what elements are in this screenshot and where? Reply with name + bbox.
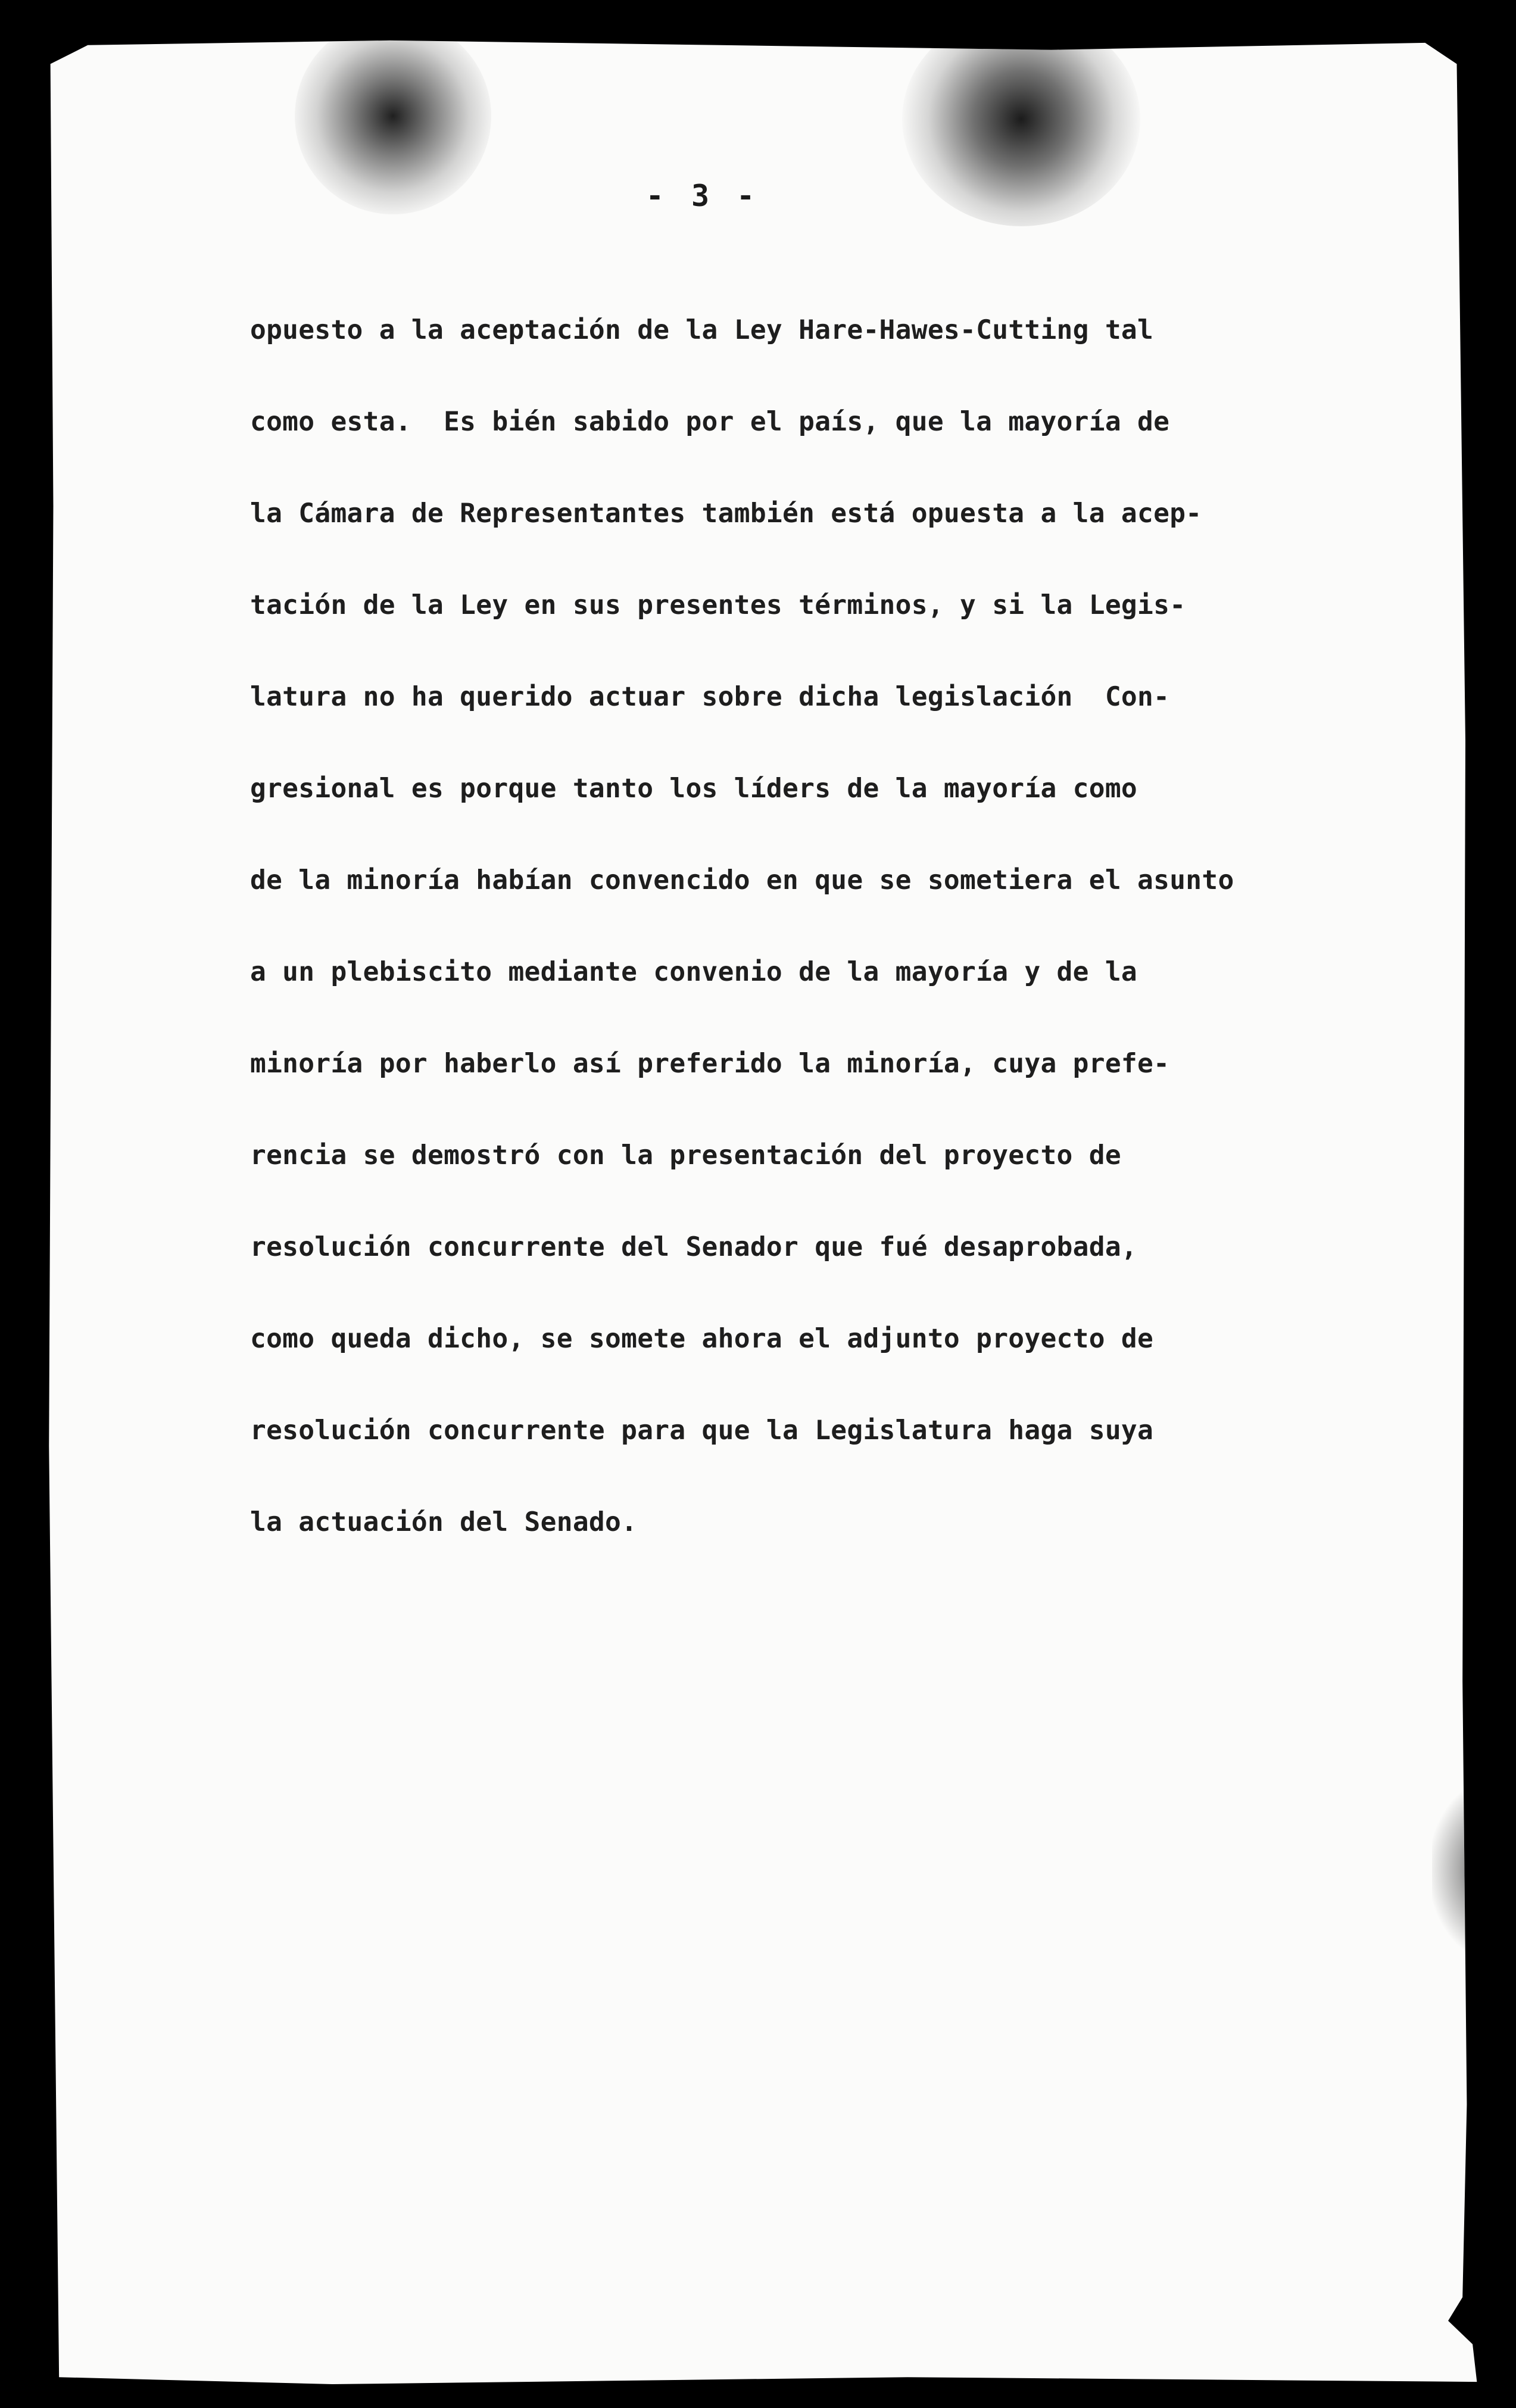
text-line: la actuación del Senado. [250,1507,638,1537]
torn-edge-right [1432,1780,1503,1959]
text-line: rencia se demostró con la presentación del proyecto de [250,1140,1121,1171]
text-line: minoría por haberlo así preferido la minoría, cuya prefe- [250,1049,1170,1079]
text-line: opuesto a la aceptación de la Ley Hare-Hawes-Cutting tal [250,315,1154,345]
text-line: como esta. Es bién sabido por el país, que la mayoría de [250,407,1170,437]
ink-smudge-left [295,18,491,214]
text-line: como queda dicho, se somete ahora el adjunto proyecto de [250,1324,1154,1354]
text-line: la Cámara de Representantes también está opuesta a la acep- [250,498,1202,529]
text-line: tación de la Ley en sus presentes términos, y si la Legis- [250,590,1186,620]
ink-smudge-right [902,12,1140,226]
page-number: - 3 - [645,179,760,213]
body-paragraph [250,285,1411,1568]
text-line: de la minoría habían convencido en que se sometiera el asunto [250,865,1234,896]
text-line: gresional es porque tanto los líders de la mayoría como [250,773,1138,804]
text-line: resolución concurrente para que la Legislatura haga suya [250,1415,1154,1446]
text-line: resolución concurrente del Senador que fué desaprobada, [250,1232,1138,1262]
text-line: a un plebiscito mediante convenio de la mayoría y de la [250,957,1138,987]
text-line: latura no ha querido actuar sobre dicha legislación Con- [250,682,1170,712]
